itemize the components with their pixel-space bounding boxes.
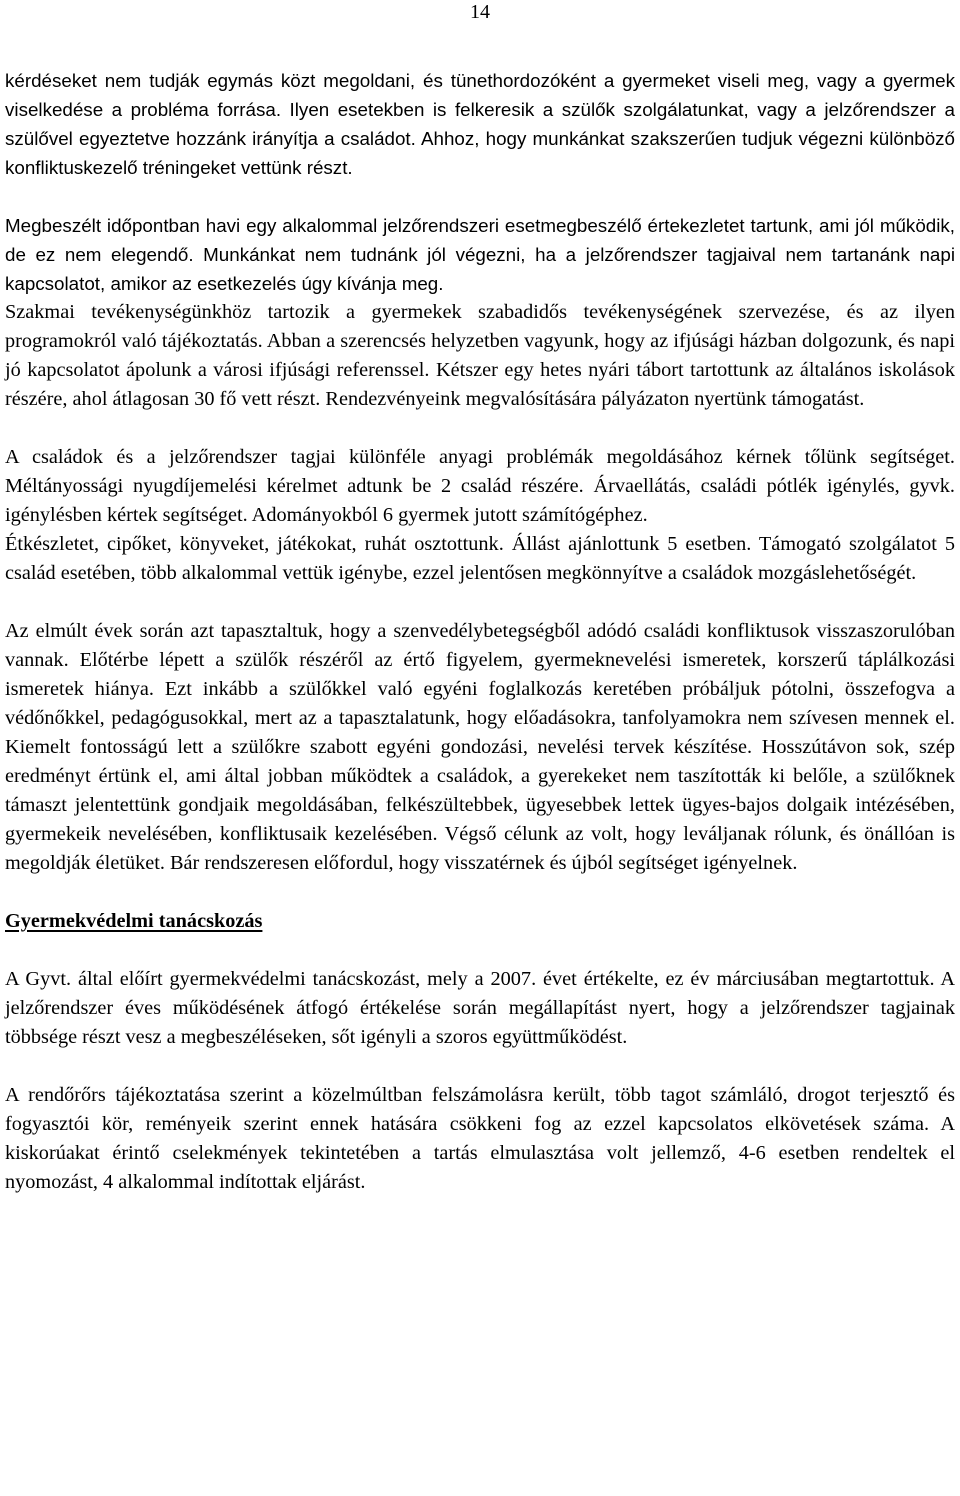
paragraph-leisure-programs: Szakmai tevékenységünkhöz tartozik a gyermekek szabadidős tevékenységének szervezése, és az ilyen programokról való tájékoztatás. Abban a szerencsés helyzetben vagyunk, hogy az ifjúsági házban dolgozunk, és napi jó kapcsolatot ápolunk a városi ifjúsági referenssel. Kétszer egy hetes nyári tábort tartottunk az általános iskolások részére, ahol átlagosan 30 fő vett részt. Rendezvényeink megvalósítására pályázaton nyertünk támogatást. xyxy=(5,301,955,410)
paragraph-case-conferences: Megbeszélt időpontban havi egy alkalommal jelzőrendszeri esetmegbeszélő értekezletet tartunk, ami jól működik, de ez nem elegendő. Munkánkat nem tudnánk jól végezni, ha a jelzőrendszer tagjaival nem tartanánk napi kapcsolatot, amikor az esetkezelés úgy kívánja meg. xyxy=(5,215,955,294)
document-body xyxy=(5,66,955,1197)
paragraph-police-report: A rendőrőrs tájékoztatása szerint a közelmúltban felszámolásra került, több tagot számláló, drogot terjesztő és fogyasztói kör, reményeik szerint ennek hatására csökkeni fog az ezzel kapcsolatos elkövetések száma. A kiskorúakat érintő cselekmények tekintetében a tartás elmulasztása volt jellemző, 4-6 esetben rendeltek el nyomozást, 4 alkalommal indítottak eljárást. xyxy=(5,1084,955,1193)
paragraph-child-protection-meeting: A Gyvt. által előírt gyermekvédelmi tanácskozást, mely a 2007. évet értékelte, ez év márciusában megtartottuk. A jelzőrendszer éves működésének átfogó értékelése során megállapítást nyert, hogy a jelzőrendszer tagjainak többsége részt vesz a megbeszéléseken, sőt igényli a szoros együttműködést. xyxy=(5,968,955,1048)
paragraph-conflict-trainings: kérdéseket nem tudják egymás közt megoldani, és tünethordozóként a gyermeket viseli meg, vagy a gyermek viselkedése a probléma forrása. Ilyen esetekben is felkeresik a szülők szolgálatunkat, vagy a jelzőrendszer a szülővel egyeztetve hozzánk irányítja a családot. Ahhoz, hogy munkánkat szakszerűen tudjuk végezni különböző konfliktuskezelő tréningeket vettünk részt. xyxy=(5,70,955,178)
section-heading: Gyermekvédelmi tanácskozás xyxy=(5,910,263,932)
paragraph-donations: Étkészletet, cipőket, könyveket, játékokat, ruhát osztottunk. Állást ajánlottunk 5 esetben. Támogató szolgálatot 5 család esetében, több alkalommal vettük igénybe, ezzel jelentősen megkönnyítve a családok mozgáslehetőségét. xyxy=(5,533,955,584)
page-number: 14 xyxy=(470,1,490,23)
paragraph-financial-help: A családok és a jelzőrendszer tagjai különféle anyagi problémák megoldásához kérnek tőlünk segítséget. Méltányossági nyugdíjemelési kérelmet adtunk be 2 család részére. Árvaellátás, családi pótlék igénylés, gyvk. igénylésben kértek segítséget. Adományokból 6 gyermek jutott számítógéphez. xyxy=(5,446,955,526)
paragraph-experiences: Az elmúlt évek során azt tapasztaltuk, hogy a szenvedélybetegségből adódó családi konfliktusok visszaszorulóban vannak. Előtérbe lépett a szülők részéről az értő figyelem, gyermeknevelési ismeretek, korszerű táplálkozási ismeretek hiánya. Ezt inkább a szülőkkel való egyéni foglalkozás keretében próbáljuk pótolni, összefogva a védőnőkkel, pedagógusokkal, mert az a tapasztalatunk, hogy előadásokra, tanfolyamokra nem szívesen mennek el. Kiemelt fontosságú lett a szülőkre szabott egyéni gondozási, nevelési tervek készítése. Hosszútávon sok, szép eredményt értünk el, ami által jobban működtek a családok, a gyerekeket nem taszították ki belőle, a szülőknek támaszt jelentettünk gondjaik megoldásában, felkészültebbek, ügyesebbek lettek ügyes-bajos dolgaik intézésében, gyermekeik nevelésében, konfliktusaik kezelésében. Végső célunk az volt, hogy leváljanak rólunk, és önállóan is megoldják életüket. Bár rendszeresen előfordul, hogy visszatérnek és újból segítséget igényelnek. xyxy=(5,620,955,874)
